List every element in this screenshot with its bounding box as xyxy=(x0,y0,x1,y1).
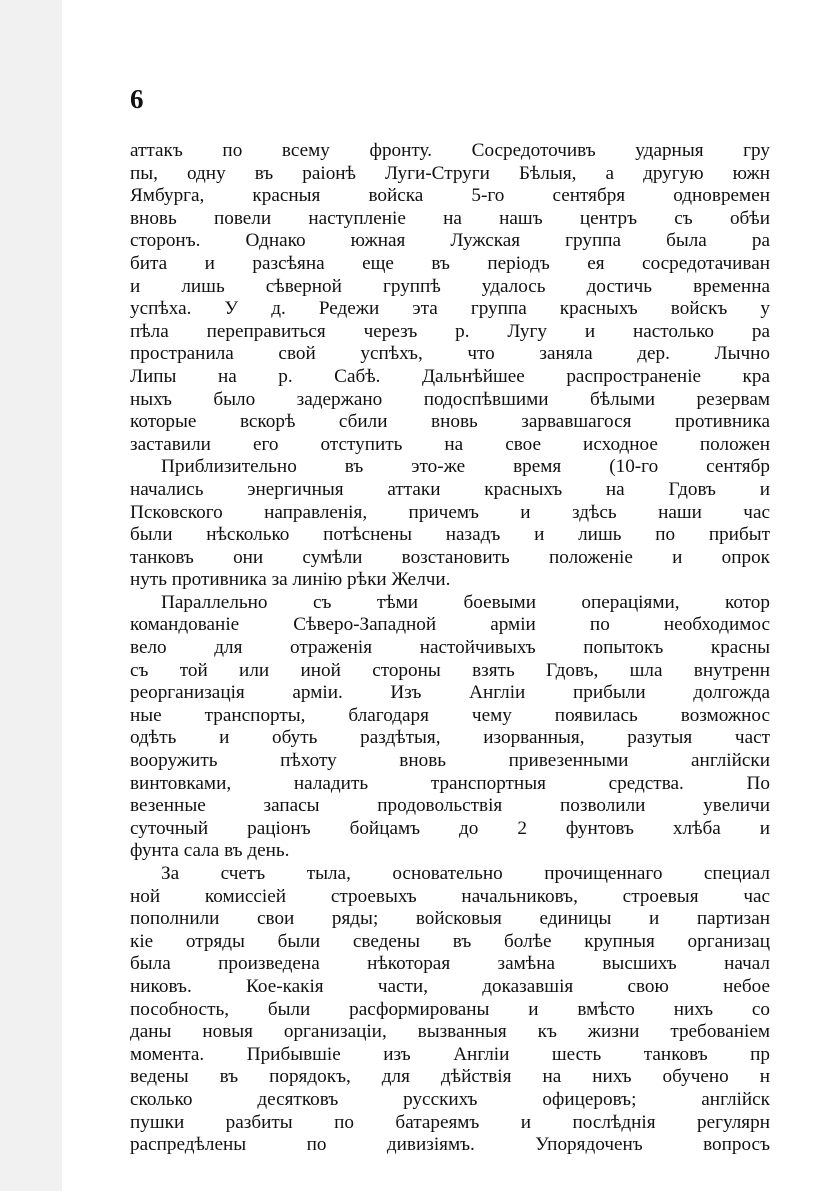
text-line: пушки разбиты по батареямъ и послѣднія регулярн xyxy=(130,1111,770,1133)
text-line: вело для отраженія настойчивыхъ попытокъ красны xyxy=(130,637,770,659)
text-line: распредѣлены по дивизіямъ. Упорядоченъ вопросъ xyxy=(130,1134,770,1156)
book-page xyxy=(62,0,840,1191)
text-line: пособность, были расформированы и вмѣсто нихъ со xyxy=(130,998,770,1020)
page-number: 6 xyxy=(130,84,144,114)
text-line: бита и разсѣяна еще въ періодъ ея сосредотачиван xyxy=(130,252,770,274)
text-line: была произведена нѣкоторая замѣна высшихъ начал xyxy=(130,953,770,975)
text-line: везенные запасы продовольствія позволили увеличи xyxy=(130,795,770,817)
text-line: пространила свой успѣхъ, что заняла дер. Лычно xyxy=(130,343,770,365)
text-line: танковъ они сумѣли возстановить положеніе и опрок xyxy=(130,546,770,568)
text-line: успѣха. У д. Редежи эта группа красныхъ войскъ у xyxy=(130,298,770,320)
paragraph-start-line: Приблизительно въ это-же время (10-го сентябр xyxy=(161,456,770,478)
text-line: были нѣсколько потѣснены назадъ и лишь по прибыт xyxy=(130,524,770,546)
text-line: ной комиссіей строевыхъ начальниковъ, строевыя час xyxy=(130,885,770,907)
text-line: вновь повели наступленіе на нашъ центръ съ обѣи xyxy=(130,207,770,229)
text-line: реорганизація арміи. Изъ Англіи прибыли долгожда xyxy=(130,682,770,704)
body-text xyxy=(130,140,770,1156)
text-line: пѣла переправиться черезъ р. Лугу и настолько ра xyxy=(130,320,770,342)
text-line: сколько десятковъ русскихъ офицеровъ; англійск xyxy=(130,1088,770,1110)
text-line: кіе отряды были сведены въ болѣе крупныя организац xyxy=(130,930,770,952)
text-line: начались энергичныя аттаки красныхъ на Гдовъ и xyxy=(130,478,770,500)
text-line: которые вскорѣ сбили вновь зарвавшагося противника xyxy=(130,411,770,433)
text-line: никовъ. Кое-какія части, доказавшія свою небое xyxy=(130,975,770,997)
text-line: суточный раціонъ бойцамъ до 2 фунтовъ хлѣба и xyxy=(130,817,770,839)
text-line: вооружить пѣхоту вновь привезенными англійски xyxy=(130,750,770,772)
text-line: ныхъ было задержано подоспѣвшими бѣлыми резервам xyxy=(130,388,770,410)
text-line: сторонъ. Однако южная Лужская группа была ра xyxy=(130,230,770,252)
text-line: одѣть и обуть раздѣтыя, изорванныя, разутыя част xyxy=(130,727,770,749)
paragraph-start-line: За счетъ тыла, основательно прочищеннаго специал xyxy=(161,863,770,884)
text-line: ные транспорты, благодаря чему появилась возможнос xyxy=(130,704,770,726)
paragraph-start-line: Параллельно съ тѣми боевыми операціями, котор xyxy=(161,591,770,613)
paragraph-end-line: нуть противника за линію рѣки Желчи. xyxy=(130,569,451,591)
text-line: командованіе Сѣверо-Западной арміи по необходимос xyxy=(130,614,770,636)
scan-margin xyxy=(0,0,62,1191)
text-line: Псковского направленія, причемъ и здѣсь наши час xyxy=(130,501,770,523)
text-line: винтовками, наладить транспортныя средства. По xyxy=(130,772,770,794)
text-line: и лишь сѣверной группѣ удалось достичь временна xyxy=(130,275,770,297)
text-line: пополнили свои ряды; войсковыя единицы и партизан xyxy=(130,908,770,930)
text-line: момента. Прибывшіе изъ Англіи шесть танковъ пр xyxy=(130,1043,770,1065)
text-line: даны новыя организаціи, вызванныя къ жизни требованіем xyxy=(130,1021,770,1043)
text-line: пы, одну въ раіонѣ Луги-Струги Бѣлыя, а другую южн xyxy=(130,162,770,184)
text-line: заставили его отступить на свое исходное положен xyxy=(130,433,770,455)
text-line: Липы на р. Сабѣ. Дальнѣйшее распространеніе кра xyxy=(130,365,770,387)
text-line: Ямбурга, красныя войска 5-го сентября одновремен xyxy=(130,185,770,207)
text-line: съ той или иной стороны взять Гдовъ, шла внутренн xyxy=(130,659,770,681)
paragraph-end-line: фунта сала въ день. xyxy=(130,840,290,862)
text-line: аттакъ по всему фронту. Сосредоточивъ ударныя гру xyxy=(130,140,770,161)
text-line: ведены въ порядокъ, для дѣйствія на нихъ обучено н xyxy=(130,1066,770,1088)
